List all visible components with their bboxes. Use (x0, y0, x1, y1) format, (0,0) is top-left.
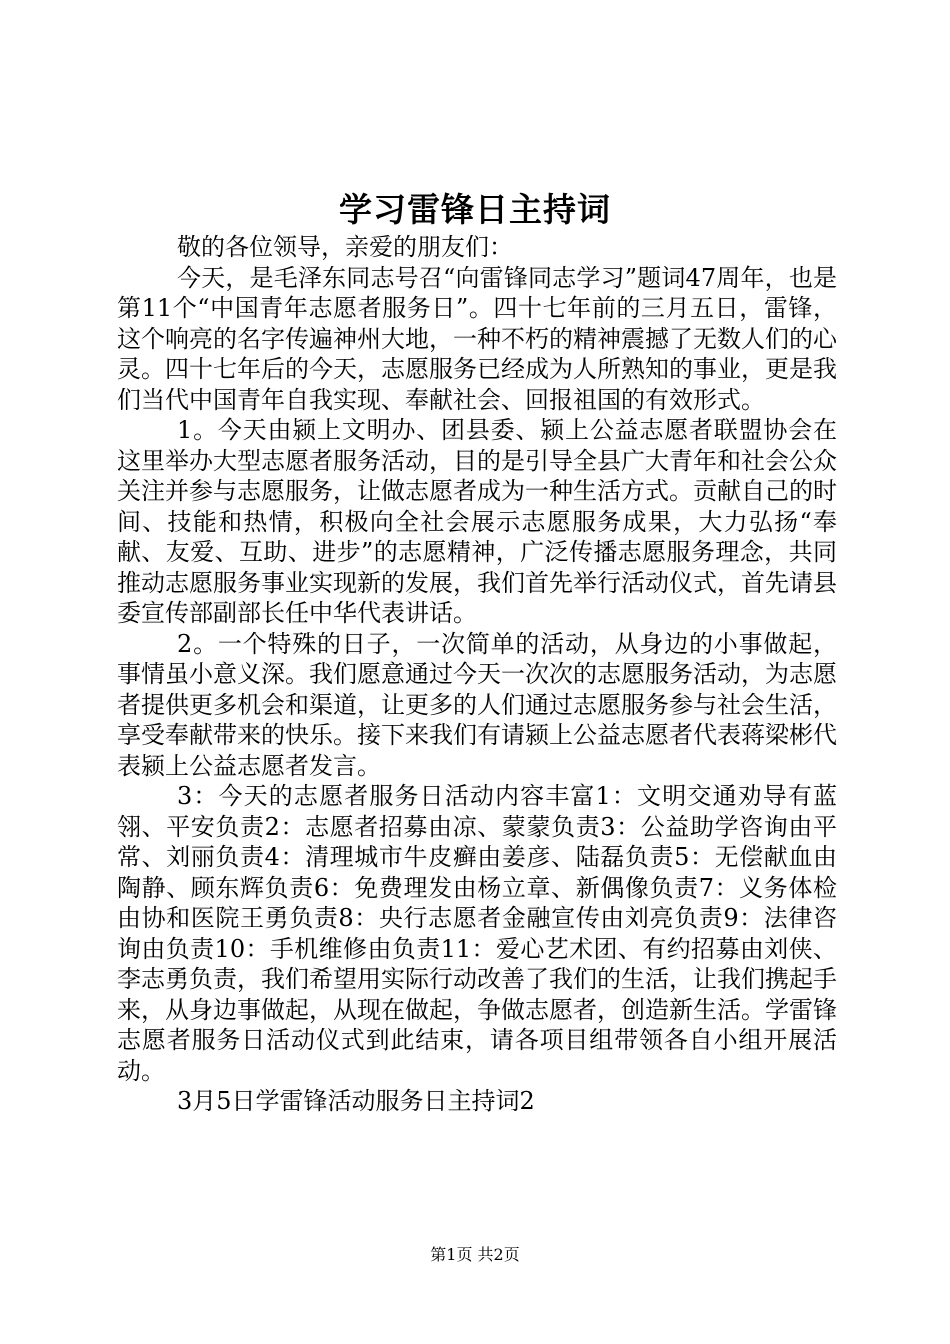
paragraph-next-heading: 3月5日学雷锋活动服务日主持词2 (177, 1087, 535, 1115)
paragraph-1: 1。今天由颍上文明办、团县委、颍上公益志愿者联盟协会在这里举办大型志愿者服务活动，目的是引导全县广大青年和社会公众关注并参与志愿服务，让做志愿者成为一种生活方式。贡献自己的时间、技能和热情，积极向全社会展示志愿服务成果，大力弘扬“奉献、友爱、互助、进步”的志愿精神，广泛传播志愿服务理念，共同推动志愿服务事业实现新的发展，我们首先举行活动仪式，首先请县委宣传部副部长任中华代表讲话。 (117, 416, 837, 627)
page-footer: 第1页 共2页 (430, 1245, 520, 1264)
document-body (117, 232, 837, 1117)
paragraph-intro: 今天，是毛泽东同志号召“向雷锋同志学习”题词47周年，也是第11个“中国青年志愿者服务日”。四十七年前的三月五日，雷锋，这个响亮的名字传遍神州大地，一种不朽的精神震撼了无数人们的心灵。四十七年后的今天，志愿服务已经成为人所熟知的事业，更是我们当代中国青年自我实现、奉献社会、回报祖国的有效形式。 (117, 263, 837, 414)
paragraph-2: 2。一个特殊的日子，一次简单的活动，从身边的小事做起，事情虽小意义深。我们愿意通过今天一次次的志愿服务活动，为志愿者提供更多机会和渠道，让更多的人们通过志愿服务参与社会生活，享受奉献带来的快乐。接下来我们有请颍上公益志愿者代表蒋梁彬代表颍上公益志愿者发言。 (117, 629, 837, 780)
paragraph-3: 3：今天的志愿者服务日活动内容丰富1：文明交通劝导有蓝翎、平安负责2：志愿者招募由凉、蒙蒙负责3：公益助学咨询由平常、刘丽负责4：清理城市牛皮癣由姜彦、陆磊负责5：无偿献血由陶静、顾东辉负责6：免费理发由杨立章、新偶像负责7：义务体检由协和医院王勇负责8：央行志愿者金融宣传由刘亮负责9：法律咨询由负责10：手机维修由负责11：爱心艺术团、有约招募由刘侠、李志勇负责，我们希望用实际行动改善了我们的生活，让我们携起手来，从身边事做起，从现在做起，争做志愿者，创造新生活。学雷锋志愿者服务日活动仪式到此结束，请各项目组带领各自小组开展活动。 (117, 782, 837, 1085)
document-title: 学习雷锋日主持词 (339, 190, 611, 229)
paragraph-greeting: 敬的各位领导，亲爱的朋友们： (177, 233, 513, 261)
